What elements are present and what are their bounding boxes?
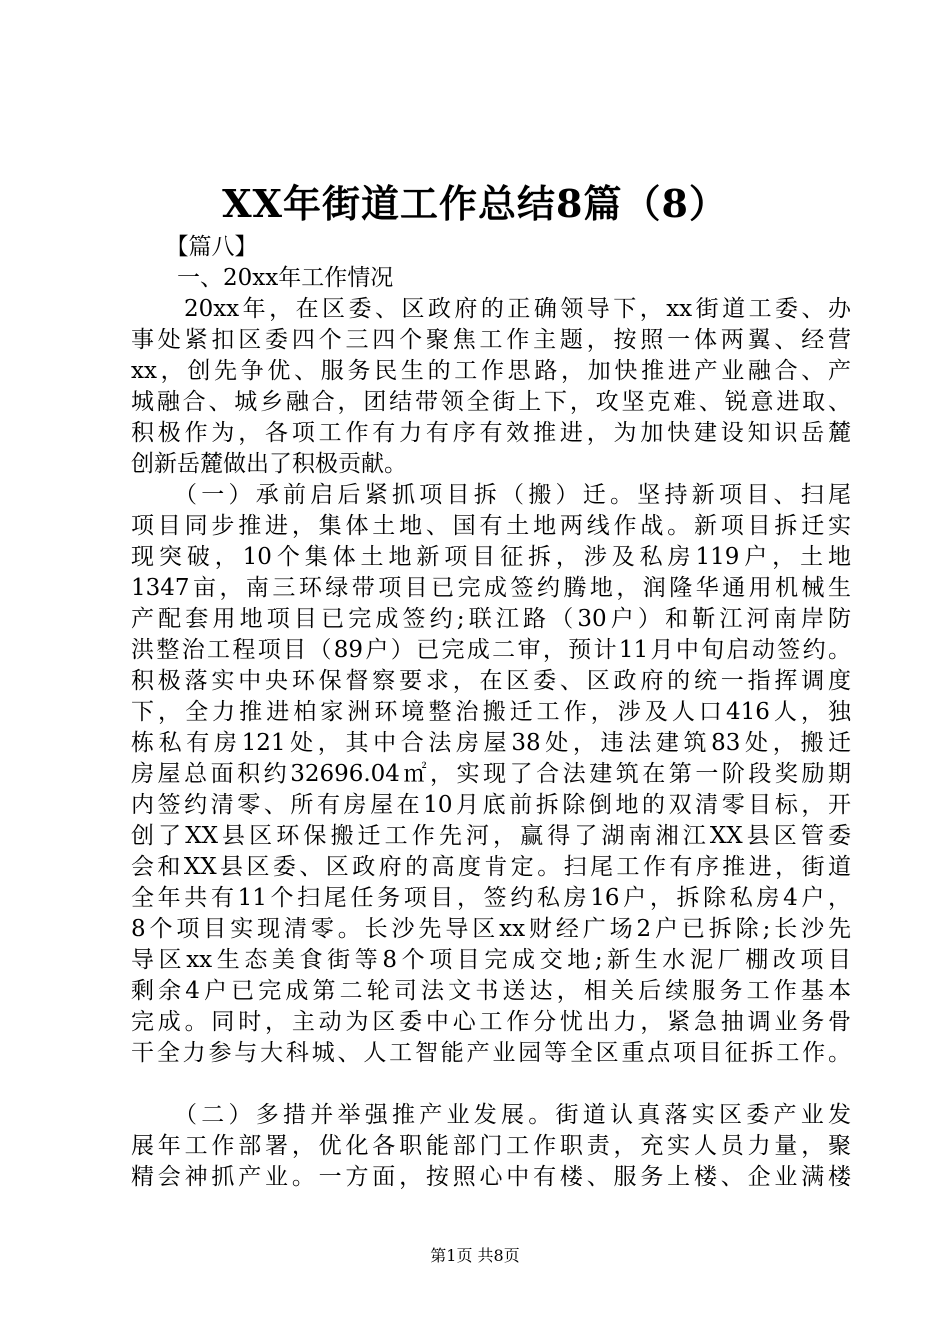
text-line: 产配套用地项目已完成签约;联江路（30户）和靳江河南岸防 — [131, 606, 851, 632]
text-line: 创新岳麓做出了积极贡献。 — [131, 451, 407, 477]
document-title: XX年街道工作总结8篇（8） — [222, 181, 728, 226]
text-line: 展年工作部署，优化各职能部门工作职责，充实人员力量，聚 — [131, 1133, 851, 1159]
text-line: 导区xx生态美食街等8个项目完成交地;新生水泥厂棚改项目 — [131, 947, 851, 973]
text-line: 干全力参与大科城、人工智能产业园等全区重点项目征拆工作。 — [131, 1040, 851, 1066]
paragraph-gap — [131, 1069, 851, 1100]
text-line: 房屋总面积约32696.04㎡，实现了合法建筑在第一阶段奖励期 — [131, 761, 851, 787]
text-line: 精会神抓产业。一方面，按照心中有楼、服务上楼、企业满楼 — [131, 1164, 851, 1190]
text-line: （一）承前启后紧抓项目拆（搬）迁。坚持新项目、扫尾 — [131, 482, 851, 508]
text-line: 【篇八】 — [131, 234, 258, 260]
text-line: 现突破，10个集体土地新项目征拆，涉及私房119户，土地 — [131, 544, 851, 570]
text-line: 积极作为，各项工作有力有序有效推进，为加快建设知识岳麓 — [131, 420, 851, 446]
text-line: 一、20xx年工作情况 — [131, 265, 394, 291]
text-line: 城融合、城乡融合，团结带领全街上下，攻坚克难、锐意进取、 — [131, 389, 851, 415]
text-line: 会和XX县区委、区政府的高度肯定。扫尾工作有序推进，街道 — [131, 854, 851, 880]
text-line: 剩余4户已完成第二轮司法文书送达，相关后续服务工作基本 — [131, 978, 851, 1004]
document-body — [131, 232, 851, 1193]
text-line: 1347亩，南三环绿带项目已完成签约腾地，润隆华通用机械生 — [131, 575, 851, 601]
text-line: 全年共有11个扫尾任务项目，签约私房16户，拆除私房4户， — [131, 885, 851, 911]
text-line: 栋私有房121处，其中合法房屋38处，违法建筑83处，搬迁 — [131, 730, 851, 756]
text-line: 下，全力推进柏家洲环境整治搬迁工作，涉及人口416人，独 — [131, 699, 851, 725]
text-line: 积极落实中央环保督察要求，在区委、区政府的统一指挥调度 — [131, 668, 851, 694]
text-line: 20xx年，在区委、区政府的正确领导下，xx街道工委、办 — [131, 296, 851, 322]
text-line: 洪整治工程项目（89户）已完成二审，预计11月中旬启动签约。 — [131, 637, 851, 663]
text-line: xx，创先争优、服务民生的工作思路，加快推进产业融合、产 — [131, 358, 851, 384]
text-line: 完成。同时，主动为区委中心工作分忧出力，紧急抽调业务骨 — [131, 1009, 851, 1035]
text-line: （二）多措并举强推产业发展。街道认真落实区委产业发 — [131, 1102, 851, 1128]
text-line: 8个项目实现清零。长沙先导区xx财经广场2户已拆除;长沙先 — [131, 916, 851, 942]
text-line: 创了XX县区环保搬迁工作先河，赢得了湖南湘江XX县区管委 — [131, 823, 851, 849]
page-footer: 第1页 共8页 — [430, 1246, 520, 1265]
text-line: 事处紧扣区委四个三四个聚焦工作主题，按照一体两翼、经营 — [131, 327, 851, 353]
text-line: 内签约清零、所有房屋在10月底前拆除倒地的双清零目标，开 — [131, 792, 851, 818]
text-line: 项目同步推进，集体土地、国有土地两线作战。新项目拆迁实 — [131, 513, 851, 539]
